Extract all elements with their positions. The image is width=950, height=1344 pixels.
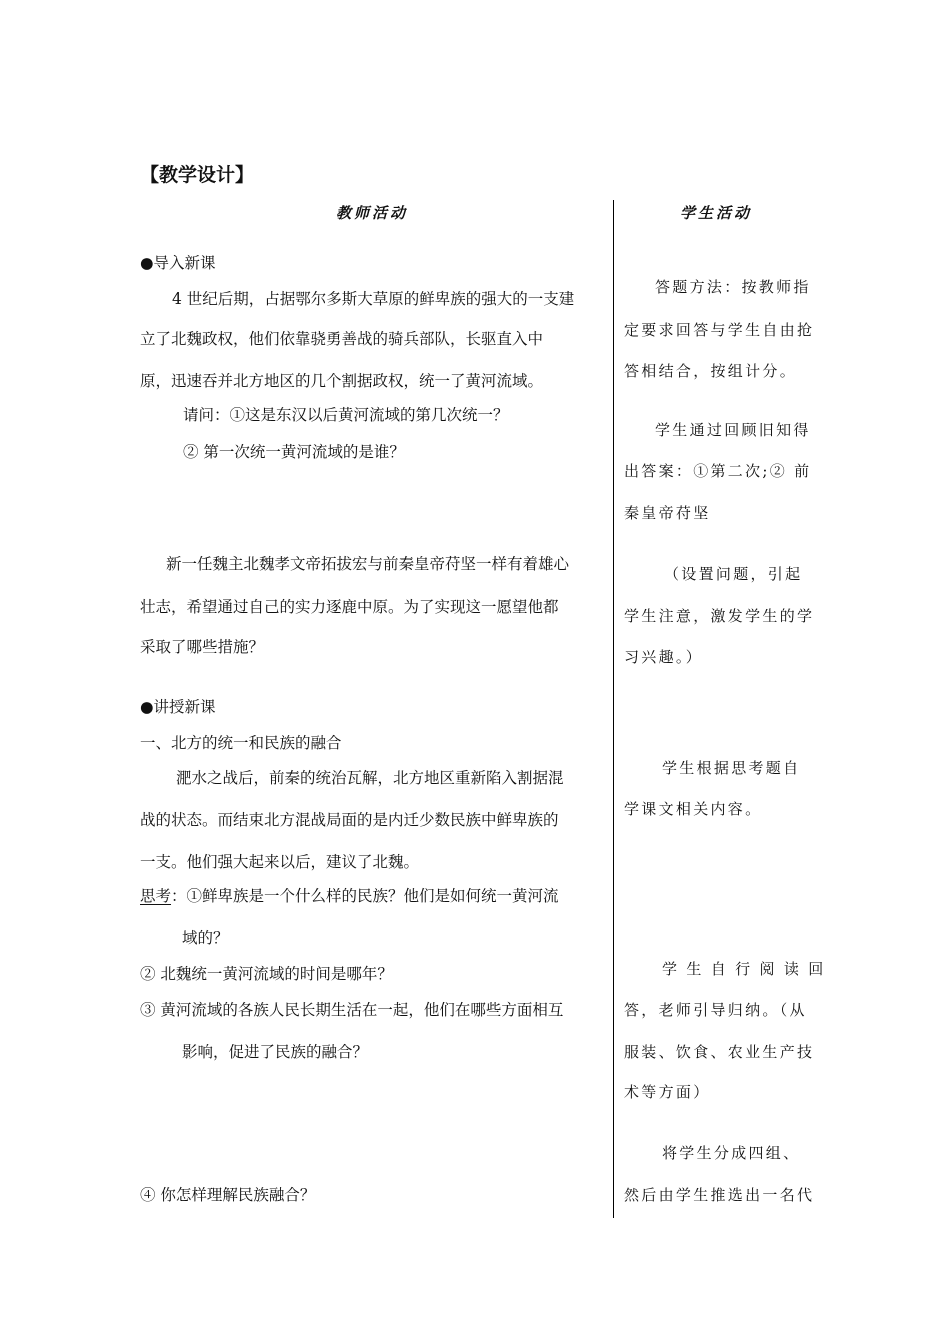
student-note-line: 学生根据思考题自 <box>662 759 801 777</box>
lecture-paragraph-line: 战的状态。而结束北方混战局面的是内迁少数民族中鲜卑族的 <box>140 811 559 829</box>
student-note-line: 然后由学生推选出一名代 <box>624 1186 815 1204</box>
student-note-line: 将学生分成四组、 <box>662 1144 801 1162</box>
student-note-line: 学生注意，激发学生的学 <box>624 607 815 625</box>
student-note-line: 学生通过回顾旧知得 <box>655 421 811 439</box>
transition-paragraph-line: 新一任魏主北魏孝文帝拓拔宏与前秦皇帝苻坚一样有着雄心 <box>166 555 570 573</box>
student-note-line: 服装、饮食、农业生产技 <box>624 1043 815 1061</box>
think-label: 思考 <box>140 887 172 905</box>
teacher-column-header: 教师活动 <box>336 204 409 222</box>
lecture-paragraph-line: 一支。他们强大起来以后，建议了北魏。 <box>140 853 420 871</box>
think-question-1 <box>140 886 559 906</box>
intro-paragraph-line: 立了北魏政权，他们依靠骁勇善战的骑兵部队，长驱直入中 <box>140 330 544 348</box>
think-question-1-text: ：①鲜卑族是一个什么样的民族？他们是如何统一黄河流 <box>171 887 559 905</box>
student-note-line: 答题方法：按教师指 <box>655 278 811 296</box>
student-note-line: 学 生 自 行 阅 读 回 <box>662 960 826 978</box>
student-note-line: 术等方面） <box>624 1083 711 1101</box>
intro-paragraph-line: 原，迅速吞并北方地区的几个割据政权，统一了黄河流域。 <box>140 372 544 390</box>
transition-paragraph-line: 壮志，希望通过自己的实力逐鹿中原。为了实现这一愿望他都 <box>140 598 559 616</box>
lecture-heading: ●讲授新课 <box>140 698 216 716</box>
intro-heading: ●导入新课 <box>140 254 216 272</box>
lecture-paragraph-line: 淝水之战后，前秦的统治瓦解，北方地区重新陷入割据混 <box>176 769 564 787</box>
section-heading: 一、北方的统一和民族的融合 <box>140 734 342 752</box>
question-2: ② 第一次统一黄河流域的是谁？ <box>183 443 405 461</box>
think-question-3-continued: 影响，促进了民族的融合？ <box>182 1043 369 1061</box>
think-question-1-continued: 域的？ <box>182 929 229 947</box>
student-note-line: 秦皇帝苻坚 <box>624 504 711 522</box>
student-note-line: 习兴趣。） <box>624 648 704 666</box>
think-question-4: ④ 你怎样理解民族融合？ <box>140 1186 316 1204</box>
student-note-line: （设置问题，引起 <box>664 565 803 583</box>
question-1: 请问：①这是东汉以后黄河流域的第几次统一？ <box>183 406 509 424</box>
column-divider <box>613 200 614 1218</box>
student-note-line: 答相结合，按组计分。 <box>624 362 798 380</box>
student-note-line: 学课文相关内容。 <box>624 800 763 818</box>
think-question-3: ③ 黄河流域的各族人民长期生活在一起，他们在哪些方面相互 <box>140 1001 564 1019</box>
intro-paragraph-line: 4 世纪后期，占据鄂尔多斯大草原的鲜卑族的强大的一支建 <box>172 290 575 308</box>
page-title: 【教学设计】 <box>140 164 255 186</box>
student-column-header: 学生活动 <box>680 204 753 222</box>
student-note-line: 出答案：①第二次;② 前 <box>624 462 812 480</box>
think-question-2: ② 北魏统一黄河流域的时间是哪年？ <box>140 965 393 983</box>
transition-paragraph-line: 采取了哪些措施？ <box>140 638 265 656</box>
student-note-line: 答，老师引导归纳。（从 <box>624 1001 807 1019</box>
student-note-line: 定要求回答与学生自由抢 <box>624 321 815 339</box>
